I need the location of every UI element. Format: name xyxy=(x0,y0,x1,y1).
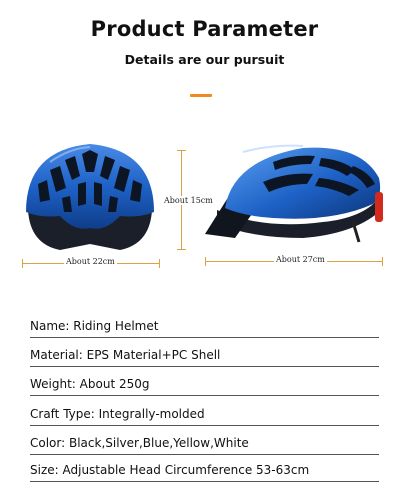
spec-weight: Weight: About 250g xyxy=(30,377,379,396)
width-dimension-tick-right xyxy=(159,259,160,268)
length-dimension-tick-left xyxy=(205,257,206,266)
page-title: Product Parameter xyxy=(90,17,319,41)
width-dimension-tick-left xyxy=(22,259,23,268)
spec-material: Material: EPS Material+PC Shell xyxy=(30,348,379,367)
height-dimension-label: About 15cm xyxy=(164,196,213,205)
page-subtitle: Details are our pursuit xyxy=(124,52,285,67)
helmet-front-view xyxy=(20,132,160,257)
spec-size: Size: Adjustable Head Circumference 53-63cm xyxy=(30,463,379,482)
spec-craft-type: Craft Type: Integrally-molded xyxy=(30,407,379,426)
spec-color: Color: Black,Silver,Blue,Yellow,White xyxy=(30,436,379,455)
accent-divider xyxy=(190,94,212,97)
spec-name: Name: Riding Helmet xyxy=(30,319,379,338)
length-dimension-tick-right xyxy=(382,257,383,266)
helmet-side-view xyxy=(203,138,393,248)
length-dimension-label: About 27cm xyxy=(276,255,325,264)
height-dimension-tick-top xyxy=(177,150,186,151)
height-dimension-tick-bottom xyxy=(177,249,186,250)
width-dimension-label: About 22cm xyxy=(66,257,115,266)
